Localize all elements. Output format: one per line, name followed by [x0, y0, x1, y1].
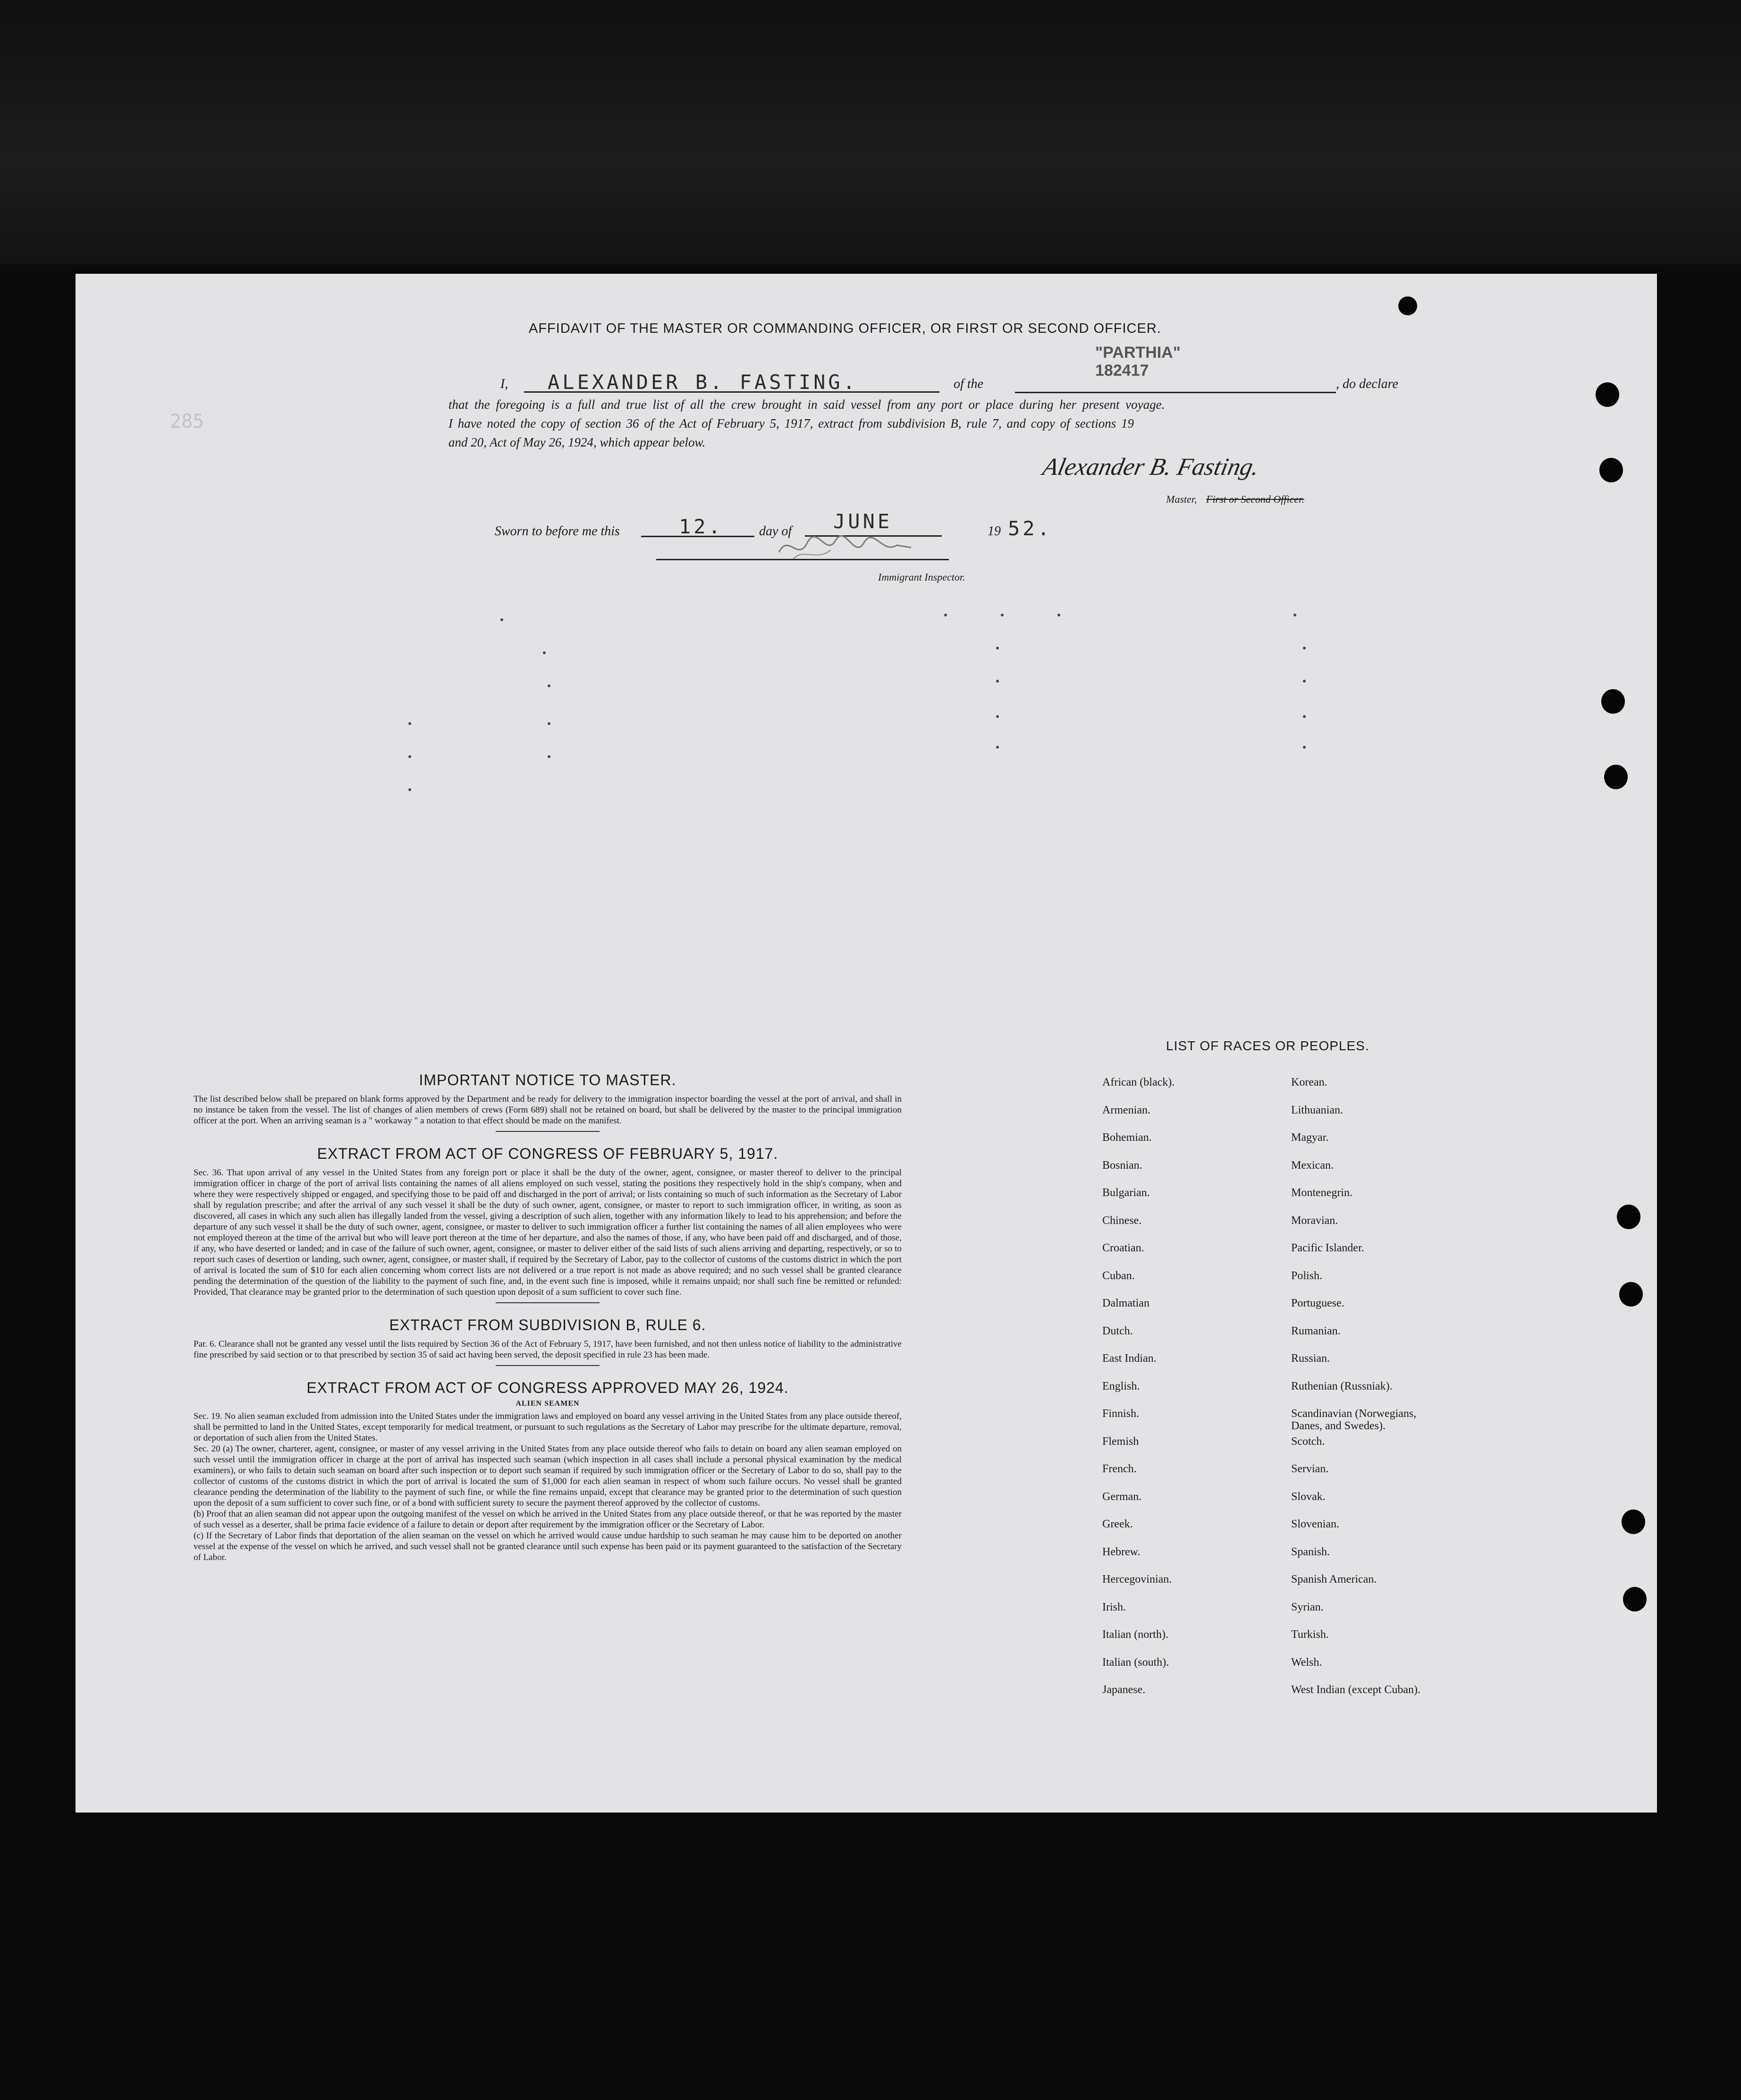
vessel-line [1015, 344, 1336, 393]
extract-1924-sec20a: Sec. 20 (a) The owner, charterer, agent, consignee, or master of any vessel arriving in the United States from any place outside thereof who fails to detain on board any alien seaman employed on such vessel until the immigration officer in charge at the port of arrival has inspected such seaman (which inspection in all cases shall include a personal physical examination by the medical examiners), or who fails to detain such seaman on board after such inspection or to deport such seaman if required by such immigration officer or the Secretary of Labor to do so, shall pay to the collector of customs of the customs district in which the port of arrival is located the sum of $1,000 for each alien seaman in respect of whom such failure occurs. No vessel shall be granted clearance pending the determination of the liability to the payment of such fine, or while the fine remains unpaid, except that clearance may be granted prior to the determination of such question upon the deposit of a sum sufficient to cover such fine, or of a bond with sufficient surety to secure the payment thereof approved by the collector of customs. [194, 1444, 902, 1508]
race-item: Montenegrin. [1291, 1187, 1352, 1199]
race-item: Finnish. [1102, 1408, 1140, 1420]
race-item: Magyar. [1291, 1131, 1329, 1144]
race-item: Turkish. [1291, 1628, 1329, 1641]
race-item: Scandinavian (Norwegians, Danes, and Swedes). [1291, 1408, 1417, 1432]
dot-mark [548, 755, 550, 758]
dot-mark [548, 684, 550, 687]
race-item: Bosnian. [1102, 1159, 1142, 1172]
race-item: Hebrew. [1102, 1545, 1141, 1558]
race-item: Korean. [1291, 1076, 1327, 1088]
master-label: Master, [1166, 493, 1197, 505]
race-item: Cuban. [1102, 1269, 1135, 1282]
dot-mark [996, 715, 999, 718]
vessel-number-stamp: 182417 [1095, 362, 1149, 380]
dot-mark [1303, 746, 1306, 749]
dot-mark [408, 755, 411, 758]
dot-mark [996, 647, 999, 649]
dot-mark [1303, 647, 1306, 649]
dot-mark [1001, 614, 1004, 616]
race-item: Flemish [1102, 1435, 1139, 1448]
race-item: German. [1102, 1490, 1142, 1503]
master-name-line [524, 371, 939, 393]
race-item: Dutch. [1102, 1324, 1133, 1337]
sworn-day-handwritten: 12. [679, 515, 723, 538]
struck-officer-label: First or Second Officer. [1206, 493, 1304, 505]
race-item: Croatian. [1102, 1242, 1144, 1254]
inspector-line [656, 557, 949, 560]
notice-text: The list described below shall be prepared on blank forms approved by the Department and be ready for delivery to the immigration inspector boarding the vessel at the port of arrival, and shall in no instance be taken from the vessel. The list of changes of alien members of crews (Form 689) shall not be retained on board, but shall be delivered by the master to the principal immigration officer at the port. When an arriving seaman is a " workaway " a notation to that effect should be made on the manifest. [194, 1094, 902, 1126]
race-item: Greek. [1102, 1518, 1133, 1530]
punch-hole [1596, 382, 1619, 407]
race-item: Slovenian. [1291, 1518, 1339, 1530]
race-item: Scotch. [1291, 1435, 1325, 1448]
dot-mark [500, 618, 503, 621]
dot-mark [408, 788, 411, 791]
sworn-day-line [641, 517, 754, 537]
race-item: Irish. [1102, 1601, 1126, 1613]
master-signature: Alexander B. Fasting. [1040, 454, 1262, 481]
race-item: French. [1102, 1463, 1137, 1475]
bleed-through-mark: 285 [170, 411, 204, 432]
sworn-month-handwritten: JUNE [833, 510, 893, 533]
dot-mark [543, 651, 546, 654]
of-the-label: of the [954, 377, 983, 391]
extract-1924-sec20c: (c) If the Secretary of Labor finds that deportation of the alien seaman on the vessel on which he arrived would cause undue hardship to such seaman he may cause him to be deported on another vessel at the expense of the vessel on which he arrived, and such vessel shall not be granted clearance until such expense has been paid or its payment guaranteed to the satisfaction of the Secretary of Labor. [194, 1531, 902, 1562]
i-prefix: I, [500, 377, 508, 391]
race-item: Lithuanian. [1291, 1104, 1343, 1116]
race-item: Polish. [1291, 1269, 1323, 1282]
punch-hole [1617, 1205, 1640, 1229]
race-item: Spanish American. [1291, 1573, 1377, 1586]
race-item: Pacific Islander. [1291, 1242, 1364, 1254]
notice-title: IMPORTANT NOTICE TO MASTER. [419, 1071, 676, 1088]
inspector-signature-scribble [774, 529, 916, 566]
year-prefix: 19 [988, 524, 1001, 539]
race-item: Slovak. [1291, 1490, 1326, 1503]
race-item: Japanese. [1102, 1684, 1146, 1696]
manifest-page [76, 274, 1657, 1813]
race-item: African (black). [1102, 1076, 1175, 1088]
punch-hole [1622, 1510, 1645, 1534]
race-item: Ruthenian (Russniak). [1291, 1380, 1393, 1392]
affidavit-body-line2: I have noted the copy of section 36 of the Act of February 5, 1917, extract from subdivision B, rule 7, and copy of sections 19 [448, 416, 1134, 430]
race-item: Rumanian. [1291, 1324, 1341, 1337]
race-item: Moravian. [1291, 1214, 1338, 1227]
dot-mark [996, 746, 999, 749]
extract-1924-subtitle: ALIEN SEAMEN [516, 1400, 580, 1408]
extract-1924-sec19: Sec. 19. No alien seaman excluded from admission into the United States under the immigration laws and employed on board any vessel arriving in the United States from any place outside thereof, shall be permitted to land in the United States, except temporarily for medical treatment, or pursuant to such regulations as the Secretary of Labor may prescribe for the ultimate departure, removal, or deportation of such alien from the United States. [194, 1411, 902, 1443]
sworn-prefix: Sworn to before me this [495, 524, 620, 539]
dot-mark [408, 722, 411, 725]
master-name-handwritten: ALEXANDER B. FASTING. [548, 371, 858, 394]
section-divider [496, 1131, 600, 1132]
vessel-name-stamp: "PARTHIA" [1095, 344, 1181, 362]
race-item: English. [1102, 1380, 1140, 1392]
punch-hole [1623, 1587, 1647, 1611]
dot-mark [996, 680, 999, 683]
race-item: Spanish. [1291, 1545, 1330, 1558]
race-item: Italian (north). [1102, 1628, 1168, 1641]
punch-hole [1398, 296, 1417, 315]
section-divider [496, 1365, 600, 1366]
inspector-label: Immigrant Inspector. [878, 571, 965, 583]
year-suffix-handwritten: 52. [1008, 517, 1052, 540]
extract-1917-text: Sec. 36. That upon arrival of any vessel in the United States from any foreign port or place it shall be the duty of the owner, agent, consignee, or master thereof to deliver to the principal immigration officer in charge of the port of arrival lists containing the names of all aliens employed on such vessel, stating the positions they respectively hold in the ship's company, when and where they were respectively shipped or engaged, and specifying those to be paid off and discharged in the port of arrival; or lists containing so much of such information as the Secretary of Labor shall by regulation prescribe; and after the arrival of any such vessel it shall be the duty of such owner, agent, consignee, or master to report to such immigration officer, in writing, as soon as discovered, all cases in which any such alien has illegally landed from the vessel, giving a description of such alien, together with any information likely to lead to his apprehension; and before the departure of any such vessel it shall be the duty of such owner, agent, consignee, or master to deliver to such immigration officer a further list containing the names of all alien employees who were not employed thereon at the time of the arrival but who will leave port thereon at the time of her departure, and also the names of those, if any, who have been paid off and discharged, and of those, if any, who have deserted or landed; and in case of the failure of such owner, agent, consignee, or master to deliver either of the said lists of such aliens arriving and departing, respectively, or so to report such cases of desertion or landing, such owner, agent, consignee, or master shall, if required by the Secretary of Labor, pay to the collector of customs of the customs district in which the port of arrival is located the sum of $10 for each alien concerning whom correct lists are not delivered or a true report is not made as above required; and no such vessel shall be granted clearance pending the determination of the question of the liability to the payment of such fine, and, in the event such fine is imposed, while it remains unpaid; nor shall such fine be remitted or refunded: Provided, That clearance may be granted prior to the determination of such question upon deposit of a sum sufficient to cover such fine. [194, 1168, 902, 1297]
race-item: Bohemian. [1102, 1131, 1152, 1144]
section-divider [496, 1302, 600, 1303]
race-item: Italian (south). [1102, 1656, 1169, 1669]
race-item: Servian. [1291, 1463, 1329, 1475]
punch-hole [1599, 458, 1623, 482]
affidavit-title: AFFIDAVIT OF THE MASTER OR COMMANDING OFFICER, OR FIRST OR SECOND OFFICER. [529, 321, 1161, 336]
affidavit-body-line1: that the foregoing is a full and true list of all the crew brought in said vessel from any port or place during her present voyage. [448, 397, 1165, 412]
race-item: West Indian (except Cuban). [1291, 1684, 1420, 1696]
subdivision-text: Par. 6. Clearance shall not be granted any vessel until the lists required by Section 36 of the Act of February 5, 1917, have been furnished, and not then unless notice of liability to the administrative fine prescribed by said section or to that prescribed by section 35 of said act having been served, the deposit specified in rule 23 has been made. [194, 1339, 902, 1360]
race-item: Hercegovinian. [1102, 1573, 1172, 1586]
extract-1924-sec20b: (b) Proof that an alien seaman did not appear upon the outgoing manifest of the vessel on which he arrived in the United States from any place outside thereof, or that he was reported by the master of such vessel as a deserter, shall be prima facie evidence of a failure to detain or deport after requirement by the immigration officer or the Secretary of Labor. [194, 1509, 902, 1530]
race-item: Chinese. [1102, 1214, 1142, 1227]
extract-1917-title: EXTRACT FROM ACT OF CONGRESS OF FEBRUARY 5, 1917. [317, 1145, 778, 1162]
day-of-label: day of [759, 524, 792, 539]
races-title: LIST OF RACES OR PEOPLES. [1166, 1038, 1369, 1053]
punch-hole [1604, 765, 1628, 789]
race-item: Dalmatian [1102, 1297, 1149, 1309]
subdivision-title: EXTRACT FROM SUBDIVISION B, RULE 6. [389, 1316, 706, 1333]
dot-mark [1057, 614, 1060, 616]
punch-hole [1601, 689, 1625, 714]
dot-mark [1293, 614, 1296, 616]
legal-notices-column [194, 1071, 902, 1563]
dot-mark [944, 614, 947, 616]
race-item: Russian. [1291, 1352, 1330, 1365]
do-declare-label: , do declare [1336, 377, 1398, 391]
film-border-top [0, 0, 1741, 264]
affidavit-body-line3: and 20, Act of May 26, 1924, which appear below. [448, 435, 706, 449]
race-item: Welsh. [1291, 1656, 1322, 1669]
race-item: Armenian. [1102, 1104, 1150, 1116]
punch-hole [1619, 1282, 1643, 1307]
dot-mark [548, 722, 550, 725]
race-item: Mexican. [1291, 1159, 1334, 1172]
race-item: Syrian. [1291, 1601, 1324, 1613]
extract-1924-title: EXTRACT FROM ACT OF CONGRESS APPROVED MAY 26, 1924. [306, 1379, 789, 1396]
dot-mark [1303, 680, 1306, 683]
race-item: Portuguese. [1291, 1297, 1344, 1309]
race-item: East Indian. [1102, 1352, 1157, 1365]
dot-mark [1303, 715, 1306, 718]
race-item: Bulgarian. [1102, 1187, 1150, 1199]
